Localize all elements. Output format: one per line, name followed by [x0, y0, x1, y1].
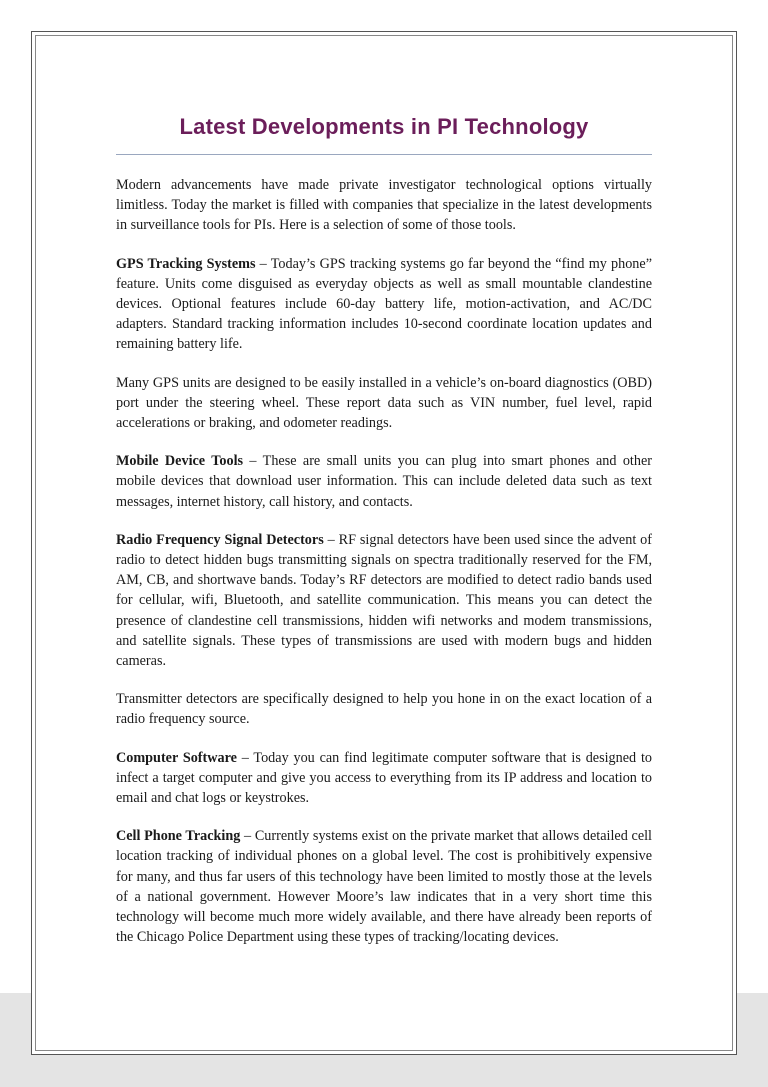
title-divider: [116, 154, 652, 155]
paragraph-text: Many GPS units are designed to be easily installed in a vehicle’s on-board diagnostics (OBD) port under the steering wheel. These report data such as VIN number, fuel level, rapid accelerations or braking, and odometer readings.: [116, 374, 652, 432]
paragraph-heading: Radio Frequency Signal Detectors: [116, 531, 324, 548]
paragraph-transmitter-detectors: [116, 689, 652, 729]
paragraph-gps-tracking: [116, 254, 652, 355]
page-title: Latest Developments in PI Technology: [179, 114, 589, 139]
paragraph-text: – Currently systems exist on the private market that allows detailed cell location tracking of individual phones on a global level. The cost is prohibitively expensive for many, and thus far users of this technology have been limited to mostly those at the levels of a national government. However Moore’s law indicates that in a very short time this technology will become much more widely available, and there have already been reports of the Chicago Police Department using these types of tracking/locating devices.: [116, 828, 652, 946]
paragraph-text: – Today you can find legitimate computer software that is designed to infect a target computer and give you access to everything from its IP address and location to email and chat logs or keystrokes.: [116, 749, 652, 807]
paragraph-text: – Today’s GPS tracking systems go far beyond the “find my phone” feature. Units come disguised as everyday objects as well as small mountable clandestine devices. Optional features include 60-day battery life, motion-activation, and AC/DC adapters. Standard tracking information includes 10-second coordinate location updates and remaining battery life.: [116, 255, 652, 353]
paragraph-heading: Cell Phone Tracking: [116, 828, 241, 845]
paragraph-intro: [116, 175, 652, 236]
paragraph-mobile-tools: [116, 451, 652, 512]
paragraph-heading: GPS Tracking Systems: [116, 255, 256, 272]
paragraph-gps-obd: [116, 373, 652, 434]
paragraph-heading: Mobile Device Tools: [116, 453, 244, 470]
paragraph-cell-tracking: [116, 826, 652, 947]
paragraph-text: – These are small units you can plug into smart phones and other mobile devices that download user information. This can include deleted data such as text messages, internet history, call history, and contacts.: [116, 453, 652, 510]
document-body: [116, 110, 652, 948]
paragraph-rf-detectors: [116, 530, 652, 671]
paragraph-computer-software: [116, 748, 652, 809]
paragraph-text: Modern advancements have made private investigator technological options virtually limitless. Today the market is filled with companies that specialize in the latest developments in surveillance tools for PIs. Here is a selection of some of those tools.: [116, 177, 652, 234]
paragraph-text: Transmitter detectors are specifically designed to help you hone in on the exact location of a radio frequency source.: [116, 691, 652, 728]
paragraph-heading: Computer Software: [116, 749, 237, 766]
paragraph-text: – RF signal detectors have been used since the advent of radio to detect hidden bugs transmitting signals on spectra traditionally reserved for the FM, AM, CB, and shortwave bands. Today’s RF detectors are modified to detect radio bands used for cellular, wifi, Bluetooth, and satellite communication. This means you can detect the presence of clandestine cell transmissions, hidden wifi networks and modem transmissions, and satellite signals. These types of transmissions are used with modern bugs and hidden cameras.: [116, 531, 652, 670]
